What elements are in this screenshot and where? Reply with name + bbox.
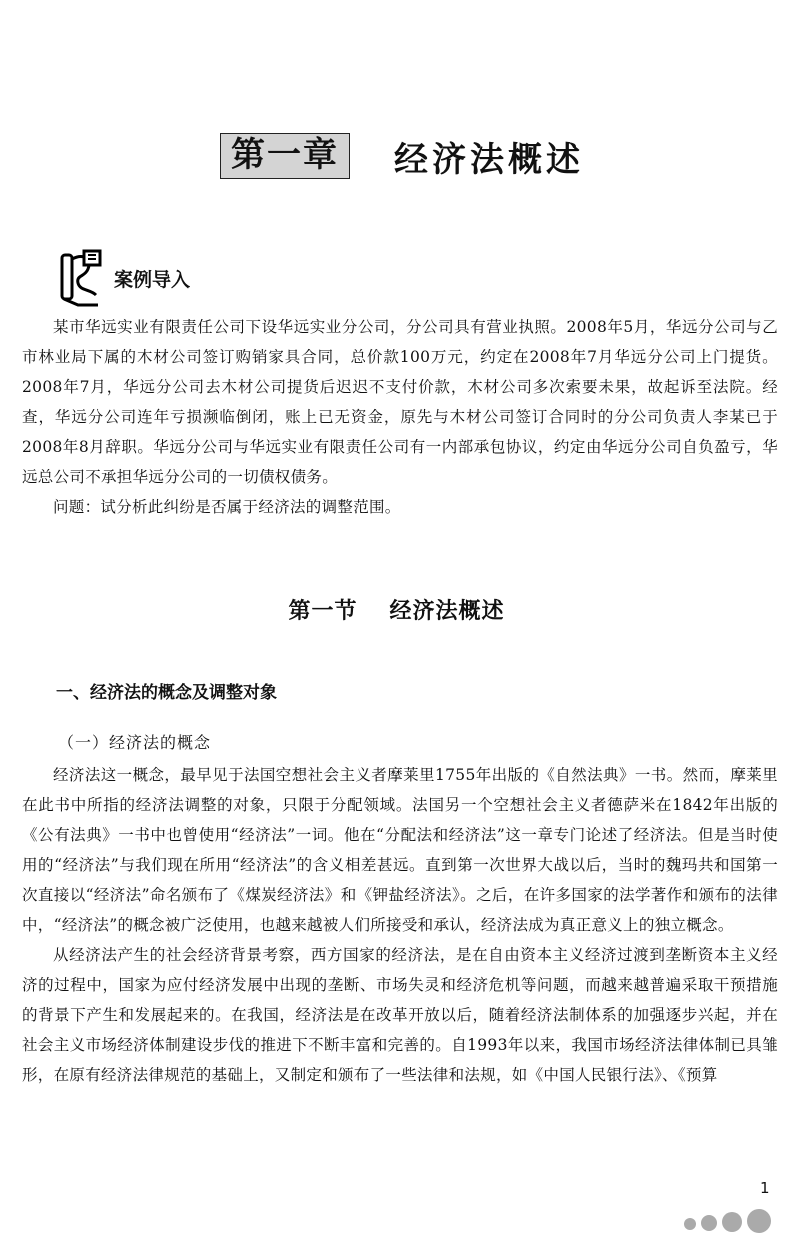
- chapter-title: 经济法概述: [394, 139, 584, 180]
- case-question: 问题：试分析此纠纷是否属于经济法的调整范围。: [53, 498, 401, 516]
- body-text: [22, 760, 778, 1090]
- sub-subsection-title: （一）经济法的概念: [58, 733, 212, 752]
- body-paragraph: 经济法这一概念，最早见于法国空想社会主义者摩莱里1755年出版的《自然法典》一书。然而，摩莱里在此书中所指的经济法调整的对象，只限于分配领域。法国另一个空想社会主义者德萨米在1842年出版的《公有法典》一书中也曾使用“经济法”一词。他在“分配法和经济法”这一章专门论述了经济法。但是当时使用的“经济法”与我们现在所用“经济法”的含义相差甚远。直到第一次世界大战以后，当时的魏玛共和国第一次直接以“经济法”命名颁布了《煤炭经济法》和《钾盐经济法》。之后，在许多国家的法学著作和颁布的法律中，“经济法”的概念被广泛使用，也越来越被人们所接受和承认，经济法成为真正意义上的独立概念。: [22, 766, 778, 934]
- case-intro-heading: [58, 248, 190, 308]
- page-dots-ornament: [680, 1208, 780, 1236]
- case-intro-label: 案例导入: [114, 268, 191, 291]
- chapter-heading: [220, 132, 590, 180]
- case-intro-body: [22, 312, 778, 522]
- case-paragraph: 某市华远实业有限责任公司下设华远实业分公司，分公司具有营业执照。2008年5月，华远分公司与乙市林业局下属的木材公司签订购销家具合同，总价款100万元，约定在2008年7月华远分公司上门提货。2008年7月，华远分公司去木材公司提货后迟迟不支付价款，木材公司多次索要未果，故起诉至法院。经查，华远分公司连年亏损濒临倒闭，账上已无资金，原先与木材公司签订合同时的分公司负责人李某已于2008年8月辞职。华远分公司与华远实业有限责任公司有一内部承包协议，约定由华远分公司自负盈亏，华远总公司不承担华远分公司的一切债权债务。: [22, 318, 778, 486]
- section-number: 第一节: [288, 598, 358, 624]
- section-title-text: 经济法概述: [389, 598, 505, 624]
- subsection-title: 一、经济法的概念及调整对象: [56, 683, 277, 703]
- section-title: [0, 594, 793, 625]
- case-intro-icon: [58, 249, 106, 307]
- page-number: 1: [760, 1179, 770, 1197]
- chapter-label: 第一章: [220, 133, 350, 179]
- body-paragraph: 从经济法产生的社会经济背景考察，西方国家的经济法，是在自由资本主义经济过渡到垄断资本主义经济的过程中，国家为应付经济发展中出现的垄断、市场失灵和经济危机等问题，而越来越普遍采取干预措施的背景下产生和发展起来的。在我国，经济法是在改革开放以后，随着经济法制体系的加强逐步兴起，并在社会主义市场经济体制建设步伐的推进下不断丰富和完善的。自1993年以来，我国市场经济法律体制已具雏形，在原有经济法律规范的基础上，又制定和颁布了一些法律和法规，如《中国人民银行法》、《预算: [22, 946, 778, 1084]
